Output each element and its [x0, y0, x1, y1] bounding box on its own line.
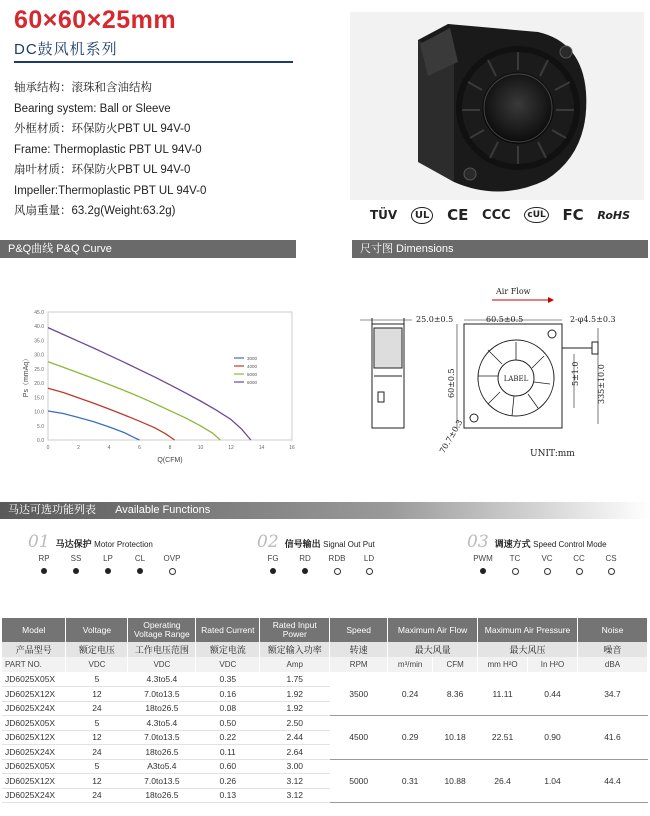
table-cell: 18to26.5: [128, 701, 196, 716]
y-tick-label: 0.0: [37, 438, 44, 444]
table-cell: 11.11: [478, 672, 528, 716]
pq-chart: [0, 258, 296, 464]
product-photo: [350, 12, 644, 200]
function-code: CS: [605, 554, 617, 563]
table-cell: 4500: [330, 716, 388, 760]
table-cell: JD6025X12X: [2, 730, 66, 745]
ce-icon: CE: [447, 206, 469, 224]
title-divider: [14, 61, 293, 63]
table-cell: 26.4: [478, 759, 528, 803]
table-cell: 7.0to13.5: [128, 730, 196, 745]
rohs-icon: RoHS: [597, 208, 630, 222]
table-cell: 7.0to13.5: [128, 687, 196, 702]
y-tick-label: 15.0: [34, 395, 44, 402]
y-tick-label: 5.0: [37, 423, 44, 430]
certification-row: [370, 200, 630, 230]
table-cell: 4.3to5.4: [128, 716, 196, 731]
dimensions-section-header: 尺寸图 Dimensions: [352, 240, 648, 258]
function-code: VC: [541, 554, 553, 563]
table-cell: JD6025X12X: [2, 687, 66, 702]
table-cell: 1.75: [260, 672, 330, 687]
function-number: 02: [257, 532, 279, 552]
x-tick-label: 2: [77, 445, 80, 451]
table-cell: 8.36: [433, 672, 478, 716]
table-cell: JD6025X12X: [2, 774, 66, 789]
table-cell: 1.92: [260, 687, 330, 702]
legend-label: 5000: [247, 372, 258, 377]
table-cell: 24: [66, 788, 128, 803]
ul-icon: UL: [411, 207, 434, 224]
spec-line: 轴承结构：滚珠和含油结构: [14, 82, 152, 94]
col-header-cn: 额定输入功率: [260, 642, 330, 657]
unit-header: mm H²O: [478, 657, 528, 672]
filled-dot-icon: [124, 565, 156, 577]
table-cell: 3.00: [260, 759, 330, 774]
table-cell: 3.12: [260, 788, 330, 803]
spec-list: [14, 78, 206, 222]
x-tick-label: 10: [197, 445, 204, 451]
spec-line: Impeller:Thermoplastic PBT UL 94V-0: [14, 184, 207, 197]
page-title: 60×60×25mm: [14, 6, 177, 34]
table-cell: 1.92: [260, 701, 330, 716]
table-cell: A3to5.4: [128, 759, 196, 774]
function-code: TC: [509, 554, 521, 563]
x-tick-label: 6: [138, 445, 141, 451]
x-axis-label: Q(CFM): [157, 457, 183, 464]
page-subtitle: DC鼓风机系列: [14, 41, 118, 58]
legend-label: 4000: [247, 364, 258, 369]
open-dot-icon: [563, 565, 595, 577]
table-cell: JD6025X05X: [2, 759, 66, 774]
table-cell: 0.29: [388, 716, 433, 760]
x-tick-label: 16: [289, 445, 295, 451]
table-cell: JD6025X05X: [2, 716, 66, 731]
spec-line: 扇叶材质：环保防火PBT UL 94V-0: [14, 164, 191, 176]
table-cell: 44.4: [577, 759, 647, 803]
dim-width-side: 25.0±0.5: [416, 315, 454, 324]
col-header-cn: 噪音: [577, 642, 647, 657]
function-code: RDB: [328, 554, 346, 563]
specification-table: [2, 618, 648, 803]
unit-header: Amp: [260, 657, 330, 672]
table-row: [2, 716, 648, 731]
function-code: RD: [299, 554, 311, 563]
dim-height: 60±0.5: [447, 368, 456, 398]
function-title: 信号输出 Signal Out Put: [284, 539, 375, 549]
table-cell: 0.16: [196, 687, 260, 702]
y-tick-label: 35.0: [34, 338, 44, 345]
table-cell: 0.35: [196, 672, 260, 687]
table-cell: 0.44: [528, 672, 578, 716]
function-code: RP: [38, 554, 50, 563]
table-cell: 1.04: [528, 759, 578, 803]
dim-lead-length: 335±10.0: [597, 364, 606, 404]
function-title: 马达保护 Motor Protection: [55, 539, 153, 549]
filled-dot-icon: [28, 565, 60, 577]
table-cell: 2.64: [260, 745, 330, 760]
col-header: Model: [2, 618, 66, 642]
unit-header: VDC: [196, 657, 260, 672]
open-dot-icon: [353, 565, 385, 577]
function-number: 03: [467, 532, 489, 552]
table-cell: 4.3to5.4: [128, 672, 196, 687]
tuv-icon: TÜV: [370, 208, 398, 222]
col-header: Maximum Air Pressure: [478, 618, 578, 642]
filled-dot-icon: [60, 565, 92, 577]
col-header-cn: 产品型号: [2, 642, 66, 657]
x-tick-label: 14: [258, 445, 265, 451]
function-title: 调速方式 Speed Control Mode: [494, 539, 607, 549]
functions-title-en: Available Functions: [115, 504, 211, 516]
pq-section-header: P&Q曲线 P&Q Curve: [0, 240, 296, 258]
function-code: CC: [573, 554, 585, 563]
unit-label: UNIT:mm: [530, 449, 575, 459]
function-code: LD: [363, 554, 375, 563]
filled-dot-icon: [467, 565, 499, 577]
filled-dot-icon: [289, 565, 321, 577]
table-cell: 0.50: [196, 716, 260, 731]
table-cell: 0.31: [388, 759, 433, 803]
table-cell: JD6025X24X: [2, 745, 66, 760]
col-header-cn: 额定电流: [196, 642, 260, 657]
table-cell: 0.90: [528, 716, 578, 760]
col-header-cn: 最大风量: [388, 642, 478, 657]
table-cell: 0.24: [388, 672, 433, 716]
filled-dot-icon: [92, 565, 124, 577]
col-header-cn: 额定电压: [66, 642, 128, 657]
open-dot-icon: [499, 565, 531, 577]
legend-label: 3000: [247, 356, 258, 361]
col-header: Voltage: [66, 618, 128, 642]
table-cell: 0.22: [196, 730, 260, 745]
filled-dot-icon: [257, 565, 289, 577]
unit-header: In H²O: [528, 657, 578, 672]
col-header: Maximum Air Flow: [388, 618, 478, 642]
x-tick-label: 4: [107, 445, 111, 451]
function-code: CL: [134, 554, 146, 563]
functions-title: 马达可选功能列表: [8, 504, 96, 516]
function-code: LP: [103, 554, 113, 563]
functions-section-header: [0, 502, 650, 519]
table-cell: JD6025X05X: [2, 672, 66, 687]
table-row: [2, 759, 648, 774]
open-dot-icon: [321, 565, 353, 577]
dim-connector: 5±1.0: [571, 361, 580, 386]
function-number: 01: [28, 532, 50, 552]
table-cell: 24: [66, 701, 128, 716]
spec-line: 风扇重量：63.2g(Weight:63.2g): [14, 205, 176, 217]
table-cell: 18to26.5: [128, 788, 196, 803]
ccc-icon: CCC: [482, 207, 511, 223]
table-cell: JD6025X24X: [2, 701, 66, 716]
unit-header: CFM: [433, 657, 478, 672]
y-tick-label: 20.0: [34, 381, 44, 388]
unit-header: VDC: [66, 657, 128, 672]
open-dot-icon: [595, 565, 627, 577]
table-cell: 2.44: [260, 730, 330, 745]
y-tick-label: 25.0: [34, 366, 44, 373]
spec-line: Frame: Thermoplastic PBT UL 94V-0: [14, 143, 202, 156]
table-cell: 10.88: [433, 759, 478, 803]
x-tick-label: 12: [228, 445, 234, 451]
table-cell: 3500: [330, 672, 388, 716]
function-group-signal-output: [257, 532, 385, 577]
label-text: LABEL: [503, 375, 529, 383]
airflow-label: Air Flow: [496, 287, 531, 296]
table-cell: 0.60: [196, 759, 260, 774]
cul-icon: cUL: [524, 207, 548, 223]
spec-line: 外框材质：环保防火PBT UL 94V-0: [14, 123, 191, 135]
y-tick-label: 10.0: [34, 409, 44, 416]
function-code: FG: [267, 554, 279, 563]
unit-header: dBA: [577, 657, 647, 672]
legend-label: 6000: [247, 380, 258, 385]
table-cell: 41.6: [577, 716, 647, 760]
unit-header: VDC: [128, 657, 196, 672]
table-cell: 24: [66, 745, 128, 760]
open-dot-icon: [156, 565, 188, 577]
table-cell: 10.18: [433, 716, 478, 760]
table-cell: 5: [66, 672, 128, 687]
col-header: Noise: [577, 618, 647, 642]
table-cell: 12: [66, 730, 128, 745]
table-cell: 0.13: [196, 788, 260, 803]
table-row: [2, 672, 648, 687]
table-cell: 0.26: [196, 774, 260, 789]
y-tick-label: 40.0: [34, 324, 44, 331]
col-header: Rated Input Power: [260, 618, 330, 642]
unit-header: PART NO.: [2, 657, 66, 672]
x-tick-label: 0: [46, 445, 50, 451]
table-cell: 18to26.5: [128, 745, 196, 760]
table-cell: 5: [66, 759, 128, 774]
dim-diagonal: 70.7±0.3: [437, 418, 465, 455]
open-dot-icon: [531, 565, 563, 577]
dim-hole: 2-φ4.5±0.3: [570, 315, 616, 324]
function-group-motor-protection: [28, 532, 188, 577]
table-cell: JD6025X24X: [2, 788, 66, 803]
dimension-drawing: [352, 258, 648, 458]
unit-header: m³/min: [388, 657, 433, 672]
dim-width-front: 60.5±0.5: [486, 315, 524, 324]
table-cell: 5000: [330, 759, 388, 803]
fcc-icon: FC: [562, 206, 584, 224]
y-tick-label: 30.0: [34, 352, 44, 359]
col-header: Rated Current: [196, 618, 260, 642]
col-header-cn: 工作电压范围: [128, 642, 196, 657]
col-header: Speed: [330, 618, 388, 642]
function-code: SS: [70, 554, 82, 563]
table-cell: 0.08: [196, 701, 260, 716]
x-tick-label: 8: [168, 445, 172, 451]
col-header-cn: 最大风压: [478, 642, 578, 657]
pq-chart-area: [0, 258, 296, 464]
table-cell: 12: [66, 687, 128, 702]
table-cell: 12: [66, 774, 128, 789]
table-cell: 34.7: [577, 672, 647, 716]
table-cell: 2.50: [260, 716, 330, 731]
y-tick-label: 45.0: [34, 310, 44, 316]
function-group-speed-control: [467, 532, 627, 577]
y-axis-label: Ps（mmAq）: [23, 354, 30, 398]
unit-header: RPM: [330, 657, 388, 672]
spec-line: Bearing system: Ball or Sleeve: [14, 102, 171, 115]
table-cell: 22.51: [478, 716, 528, 760]
function-code: PWM: [473, 554, 493, 563]
table-cell: 5: [66, 716, 128, 731]
table-cell: 0.11: [196, 745, 260, 760]
col-header: Operating Voltage Range: [128, 618, 196, 642]
function-code: OVP: [163, 554, 181, 563]
table-cell: 7.0to13.5: [128, 774, 196, 789]
col-header-cn: 转速: [330, 642, 388, 657]
table-cell: 3.12: [260, 774, 330, 789]
